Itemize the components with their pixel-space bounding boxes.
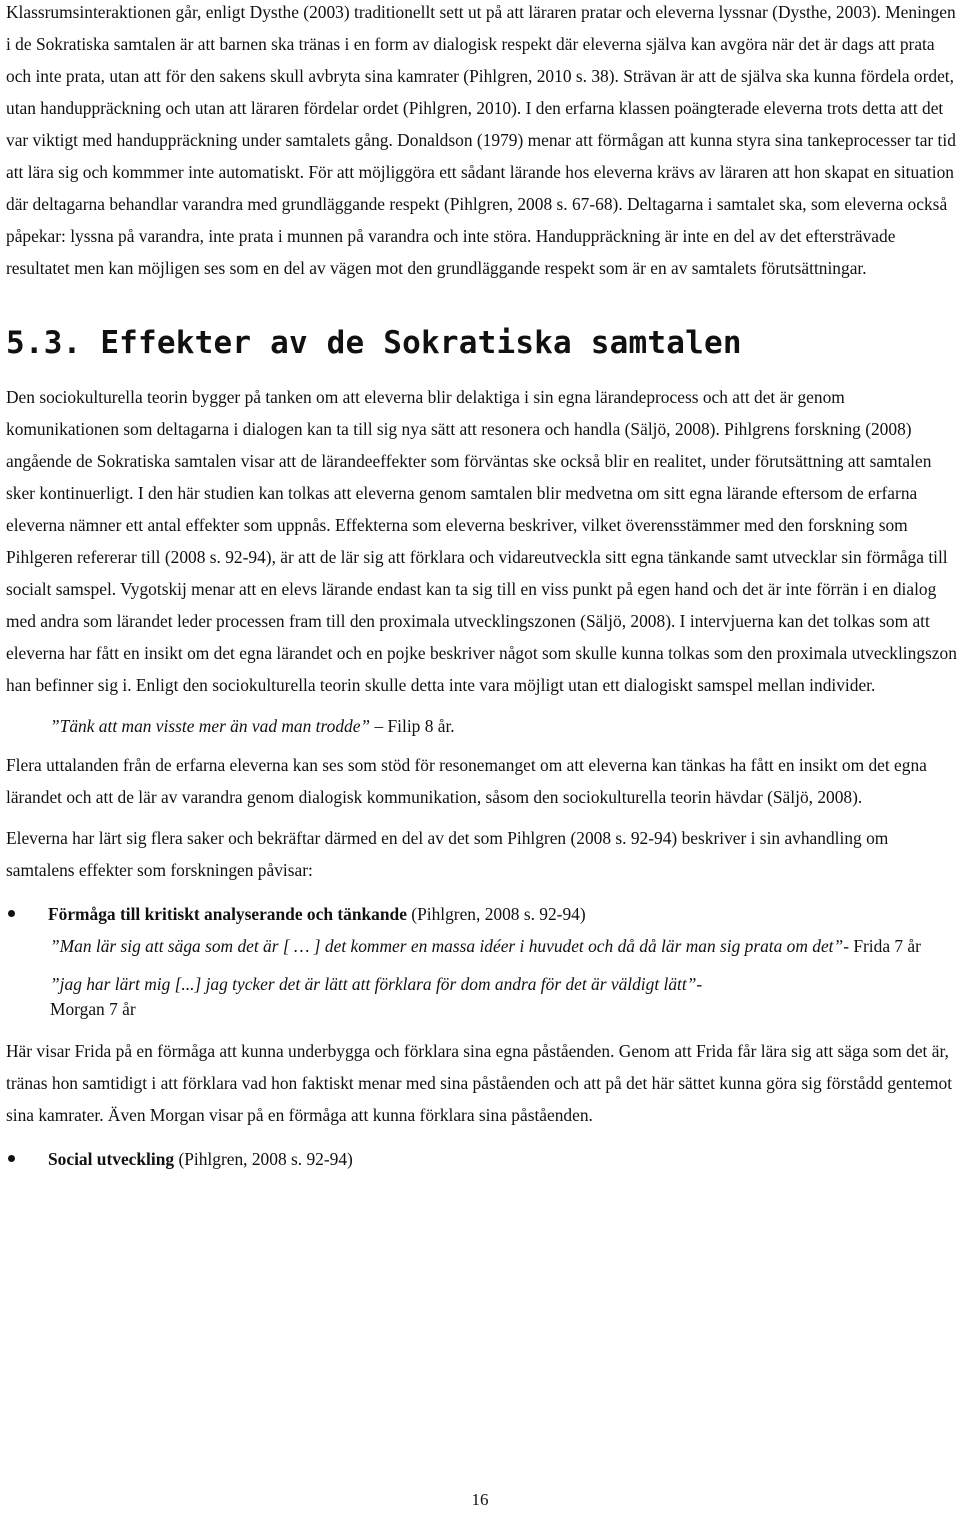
body-paragraph-5: Här visar Frida på en förmåga att kunna underbygga och förklara sina egna påståenden. Genom att Frida får lära sig att säga som det är, tränas hon samtidigt i att förklara vad hon faktiskt menar med sina påståenden och att på det här sättet kunna göra sig förstådd gentemot sina kamrater. Även Morgan visar på en förmåga att kunna förklara sina påståenden. [6, 1041, 953, 1125]
bullet-list-1 [6, 898, 958, 930]
quote-morgan [50, 972, 958, 1022]
bullet-quotes [50, 934, 958, 1022]
quote-filip-attribution: – Filip 8 år. [370, 716, 455, 736]
bullet-item-reference: (Pihlgren, 2008 s. 92-94) [406, 904, 586, 924]
quote-filip-text: ”Tänk att man visste mer än vad man trodde” [50, 716, 371, 736]
body-paragraph-4: Eleverna har lärt sig flera saker och bekräftar därmed en del av det som Pihlgren (2008 s. 92-94) beskriver i sin avhandling om samtalens effekter som forskningen påvisar: [6, 828, 889, 880]
bullet-item-title: Förmåga till kritiskt analyserande och tänkande [48, 904, 407, 924]
bullet-dot-icon [8, 1155, 15, 1162]
quote-morgan-text: ”jag har lärt mig [...] jag tycker det är lätt att förklara för dom andra för det är väldigt lätt”- [50, 974, 703, 994]
quote-filip [50, 714, 958, 739]
document-page [6, 0, 958, 1175]
bullet-item-reference: (Pihlgren, 2008 s. 92-94) [174, 1149, 353, 1169]
bullet-item-title: Social utveckling [48, 1149, 175, 1169]
bullet-dot-icon [8, 910, 15, 917]
body-paragraph-1: Klassrumsinteraktionen går, enligt Dysthe (2003) traditionellt sett ut på att läraren pratar och eleverna lyssnar (Dysthe, 2003). Meningen i de Sokratiska samtalen är att barnen ska tränas i en form av dialogisk respekt där eleverna själva kan avgöra när det är dags att prata och inte prata, utan att för den sakens skull avbryta sina kamrater (Pihlgren, 2010 s. 38). Strävan är att de själva ska kunna fördela ordet, utan handuppräckning och utan att läraren fördelar ordet (Pihlgren, 2010). I den erfarna klassen poängterade eleverna trots detta att det var viktigt med handuppräckning under samtalets gång. Donaldson (1979) menar att förmågan att kunna styra sina tankeprocesser tar tid att lära sig och kommmer inte automatiskt. För att möjliggöra ett sådant lärande hos eleverna krävs av läraren att hon skapat en situation där deltagarna behandlar varandra med grundläggande respekt (Pihlgren, 2008 s. 67-68). Deltagarna i samtalet ska, som eleverna också påpekar: lyssna på varandra, inte prata i munnen på varandra och inte störa. Handuppräckning är inte en del av det eftersträvade resultatet men kan möjligen ses som en del av vägen mot den grundläggande respekt som är en av samtalets förutsättningar. [6, 2, 956, 278]
quote-frida-attribution: - Frida 7 år [843, 936, 921, 956]
section-heading: 5.3. Effekter av de Sokratiska samtalen [6, 325, 742, 361]
bullet-item-critical-thinking [6, 898, 958, 930]
body-paragraph-2: Den sociokulturella teorin bygger på tanken om att eleverna blir delaktiga i sin egna lärandeprocess och att det är genom komunikationen som deltagarna i dialogen kan ta till sig nya sätt att resonera och handla (Säljö, 2008). Pihlgrens forskning (2008) angående de Sokratiska samtalen visar att de lärandeeffekter som förväntas ske också blir en realitet, under förutsättning att samtalen sker kontinuerligt. I den här studien kan tolkas att eleverna genom samtalen blir medvetna om sitt egna lärande eftersom de erfarna eleverna nämner ett antal effekter som uppnås. Effekterna som eleverna beskriver, vilket överensstämmer med den forskning som Pihlgeren refererar till (2008 s. 92-94), är att de lär sig att förklara och vidareutveckla sitt egna tänkande samt utvecklar sin förmåga till socialt samspel. Vygotskij menar att en elevs lärande endast kan ta sig till en viss punkt på egen hand och det är inte förrän i en dialog med andra som lärandet leder processen fram till den proximala utvecklingszonen (Säljö, 2008). I intervjuerna kan det tolkas som att eleverna har fått en insikt om det egna lärandet och en pojke beskriver något som skulle kunna tolkas som den proximala utvecklingszon han befinner sig i. Enligt den sociokulturella teorin skulle detta inte vara möjligt utan ett dialogiskt samspel mellan individer. [6, 387, 957, 695]
quote-frida [50, 934, 958, 959]
bullet-item-social-development [6, 1143, 958, 1175]
bullet-list-2 [6, 1143, 958, 1175]
quote-frida-text: ”Man lär sig att säga som det är [ … ] det kommer en massa idéer i huvudet och då då lär man sig prata om det” [50, 936, 844, 956]
body-paragraph-3: Flera uttalanden från de erfarna eleverna kan ses som stöd för resonemanget om att eleverna kan tänkas ha fått en insikt om det egna lärandet och att de lär av varandra genom dialogisk kommunikation, såsom den sociokulturella teorin hävdar (Säljö, 2008). [6, 755, 927, 807]
page-number: 16 [471, 1490, 489, 1509]
quote-morgan-attribution: Morgan 7 år [50, 999, 136, 1019]
